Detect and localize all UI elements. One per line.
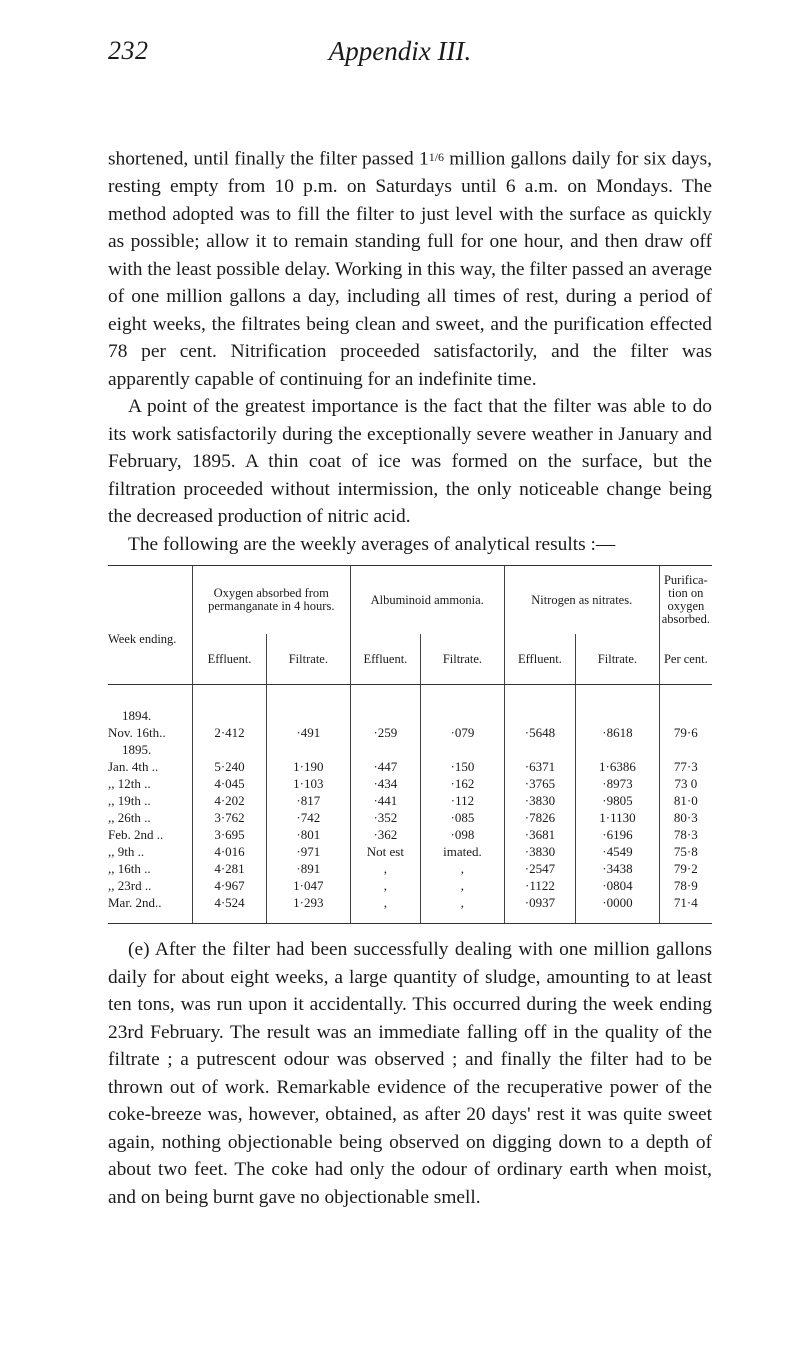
results-table-wrapper (108, 565, 712, 924)
cell-week: ,, 12th .. (108, 776, 151, 791)
table-body (108, 685, 712, 924)
cell-nitrogen-filtrate: ·0804 (576, 877, 660, 894)
cell-nitrogen-effluent: ·0937 (504, 894, 575, 924)
cell-albuminoid-effluent: ·362 (350, 826, 421, 843)
cell-nitrogen-filtrate: ·9805 (576, 792, 660, 809)
sub-effluent: Effluent. (350, 634, 421, 685)
cell-oxygen-filtrate: 1·103 (267, 775, 351, 792)
cell-nitrogen-effluent: ·3830 (504, 843, 575, 860)
table-row (108, 758, 712, 775)
cell-purification: 79·6 (659, 724, 712, 741)
cell-nitrogen-filtrate: ·4549 (576, 843, 660, 860)
running-title: Appendix III. (328, 36, 472, 66)
cell-purification: 78·3 (659, 826, 712, 843)
cell-oxygen-filtrate: ·801 (267, 826, 351, 843)
cell-purification: 73 0 (659, 775, 712, 792)
cell-albuminoid-filtrate: imated. (421, 843, 505, 860)
cell-oxygen-effluent: 4·281 (192, 860, 266, 877)
cell-week: ,, 26th .. (108, 810, 151, 825)
cell-oxygen-effluent: 3·695 (192, 826, 266, 843)
cell-albuminoid-effluent: , (350, 877, 421, 894)
cell-oxygen-effluent: 2·412 (192, 724, 266, 741)
paragraph: A point of the greatest importance is the fact that the filter was able to do its work satisfactorily during the exceptionally severe weather in January and February, 1895. A thin coat of ice was formed on the surface, but the filtration proceeded without intermission, the only noticeable change being the decreased production of nitric acid. (108, 396, 712, 528)
table-row (108, 877, 712, 894)
table-row (108, 826, 712, 843)
cell-oxygen-effluent: 5·240 (192, 758, 266, 775)
sub-percent: Per cent. (659, 634, 712, 685)
col-albuminoid-header: Albuminoid ammonia. (350, 566, 504, 635)
cell-nitrogen-filtrate: ·0000 (576, 894, 660, 924)
cell-oxygen-filtrate: ·971 (267, 843, 351, 860)
cell-nitrogen-filtrate: ·8973 (576, 775, 660, 792)
cell-albuminoid-filtrate: ·150 (421, 758, 505, 775)
year-label: 1895. (122, 742, 152, 757)
cell-oxygen-effluent: 3·762 (192, 809, 266, 826)
cell-albuminoid-filtrate: , (421, 860, 505, 877)
cell-nitrogen-effluent: ·3681 (504, 826, 575, 843)
table-row (108, 775, 712, 792)
cell-albuminoid-filtrate: , (421, 877, 505, 894)
cell-oxygen-filtrate: 1·190 (267, 758, 351, 775)
sub-filtrate: Filtrate. (576, 634, 660, 685)
cell-albuminoid-filtrate: ·112 (421, 792, 505, 809)
paragraph: (e) After the filter had been successfully dealing with one million gallons daily for about eight weeks, a large quantity of sludge, amounting to at least ten tons, was run upon it accidentally. This occurred during the week ending 23rd February. The result was an immediate falling off in the quality of the filtrate ; a putrescent odour was observed ; and finally the filter had to be thrown out of work. Remarkable evidence of the recuperative power of the coke-breeze was, however, obtained, as after 20 days' rest it was quite sweet again, nothing objectionable being observed on digging down to a depth of about two feet. The coke had only the odour of ordinary earth when moist, and on being burnt gave no objectionable smell. (108, 939, 712, 1208)
header-row (108, 566, 712, 635)
cell-nitrogen-effluent: ·3830 (504, 792, 575, 809)
cell-oxygen-effluent: 4·967 (192, 877, 266, 894)
cell-oxygen-filtrate: ·891 (267, 860, 351, 877)
table-row (108, 894, 712, 924)
cell-nitrogen-effluent: ·1122 (504, 877, 575, 894)
cell-purification: 75·8 (659, 843, 712, 860)
paragraph (108, 144, 712, 393)
page-number: 232 (108, 36, 149, 65)
sub-filtrate: Filtrate. (421, 634, 505, 685)
cell-week: Nov. 16th.. (108, 725, 166, 740)
cell-oxygen-effluent: 4·524 (192, 894, 266, 924)
cell-purification: 81·0 (659, 792, 712, 809)
cell-albuminoid-effluent: ·259 (350, 724, 421, 741)
cell-purification: 80·3 (659, 809, 712, 826)
cell-oxygen-effluent: 4·016 (192, 843, 266, 860)
paragraph-text: million gallons daily for six days, resting empty from 10 p.m. on Saturdays until 6 a.m. on Mondays. The method adopted was to fill the filter to just level with the surface as quickly as possible; allow it to remain standing full for one hour, and then draw off with the least possible delay. Working in this way, the filter passed an average of one million gallons a day, including all times of rest, during a period of eight weeks, the filtrates being clean and sweet, and the purification effected 78 per cent. Nitrification proceeded satisfactorily, and the filter was apparently capable of continuing for an indefinite time. (108, 148, 712, 390)
cell-purification: 77·3 (659, 758, 712, 775)
cell-oxygen-filtrate: ·491 (267, 724, 351, 741)
cell-nitrogen-effluent: ·3765 (504, 775, 575, 792)
cell-albuminoid-filtrate: ·162 (421, 775, 505, 792)
sub-effluent: Effluent. (192, 634, 266, 685)
cell-week: Jan. 4th .. (108, 759, 159, 774)
cell-purification: 71·4 (659, 894, 712, 924)
fraction: 1/6 (428, 150, 445, 164)
cell-nitrogen-effluent: ·7826 (504, 809, 575, 826)
cell-nitrogen-filtrate: ·3438 (576, 860, 660, 877)
cell-albuminoid-effluent: ·352 (350, 809, 421, 826)
paragraph: The following are the weekly averages of analytical results :— (128, 533, 616, 555)
cell-oxygen-filtrate: 1·293 (267, 894, 351, 924)
page-header (0, 36, 800, 76)
cell-oxygen-filtrate: 1·047 (267, 877, 351, 894)
col-oxygen-header: Oxygen absorbed from permanganate in 4 hours. (192, 566, 350, 635)
table-row (108, 809, 712, 826)
col-nitrogen-header: Nitrogen as nitrates. (504, 566, 659, 635)
intro-text (108, 144, 712, 558)
cell-week: Mar. 2nd.. (108, 894, 192, 924)
subheader-row (108, 634, 712, 685)
cell-purification: 79·2 (659, 860, 712, 877)
sub-effluent: Effluent. (504, 634, 575, 685)
cell-albuminoid-filtrate: ·098 (421, 826, 505, 843)
cell-albuminoid-effluent: ·447 (350, 758, 421, 775)
cell-albuminoid-filtrate: ·079 (421, 724, 505, 741)
year-label: 1894. (122, 708, 152, 723)
table-row (108, 724, 712, 741)
cell-albuminoid-effluent: ·441 (350, 792, 421, 809)
cell-nitrogen-filtrate: 1·1130 (576, 809, 660, 826)
cell-nitrogen-filtrate: 1·6386 (576, 758, 660, 775)
after-text (108, 936, 712, 1211)
table-row (108, 792, 712, 809)
cell-purification: 78·9 (659, 877, 712, 894)
cell-week: ,, 19th .. (108, 793, 151, 808)
year-row (108, 741, 712, 758)
cell-albuminoid-filtrate: ·085 (421, 809, 505, 826)
cell-albuminoid-filtrate: , (421, 894, 505, 924)
year-row (108, 707, 712, 724)
cell-albuminoid-effluent: , (350, 860, 421, 877)
cell-nitrogen-filtrate: ·8618 (576, 724, 660, 741)
cell-oxygen-filtrate: ·742 (267, 809, 351, 826)
col-week-header: Week ending. (108, 566, 192, 685)
table-row (108, 843, 712, 860)
cell-albuminoid-effluent: , (350, 894, 421, 924)
paragraph-text: shortened, until finally the filter passed 1 (108, 148, 429, 170)
cell-nitrogen-effluent: ·5648 (504, 724, 575, 741)
cell-week: Feb. 2nd .. (108, 827, 164, 842)
results-table (108, 565, 712, 924)
cell-week: ,, 9th .. (108, 844, 145, 859)
table-row (108, 860, 712, 877)
cell-albuminoid-effluent: Not est (350, 843, 421, 860)
cell-week: ,, 16th .. (108, 861, 151, 876)
cell-nitrogen-effluent: ·2547 (504, 860, 575, 877)
cell-week: ,, 23rd .. (108, 878, 152, 893)
sub-filtrate: Filtrate. (267, 634, 351, 685)
cell-oxygen-effluent: 4·202 (192, 792, 266, 809)
cell-albuminoid-effluent: ·434 (350, 775, 421, 792)
col-purification-header: Purifica- tion on oxygen absorbed. (659, 566, 712, 635)
cell-oxygen-filtrate: ·817 (267, 792, 351, 809)
cell-oxygen-effluent: 4·045 (192, 775, 266, 792)
cell-nitrogen-effluent: ·6371 (504, 758, 575, 775)
cell-nitrogen-filtrate: ·6196 (576, 826, 660, 843)
